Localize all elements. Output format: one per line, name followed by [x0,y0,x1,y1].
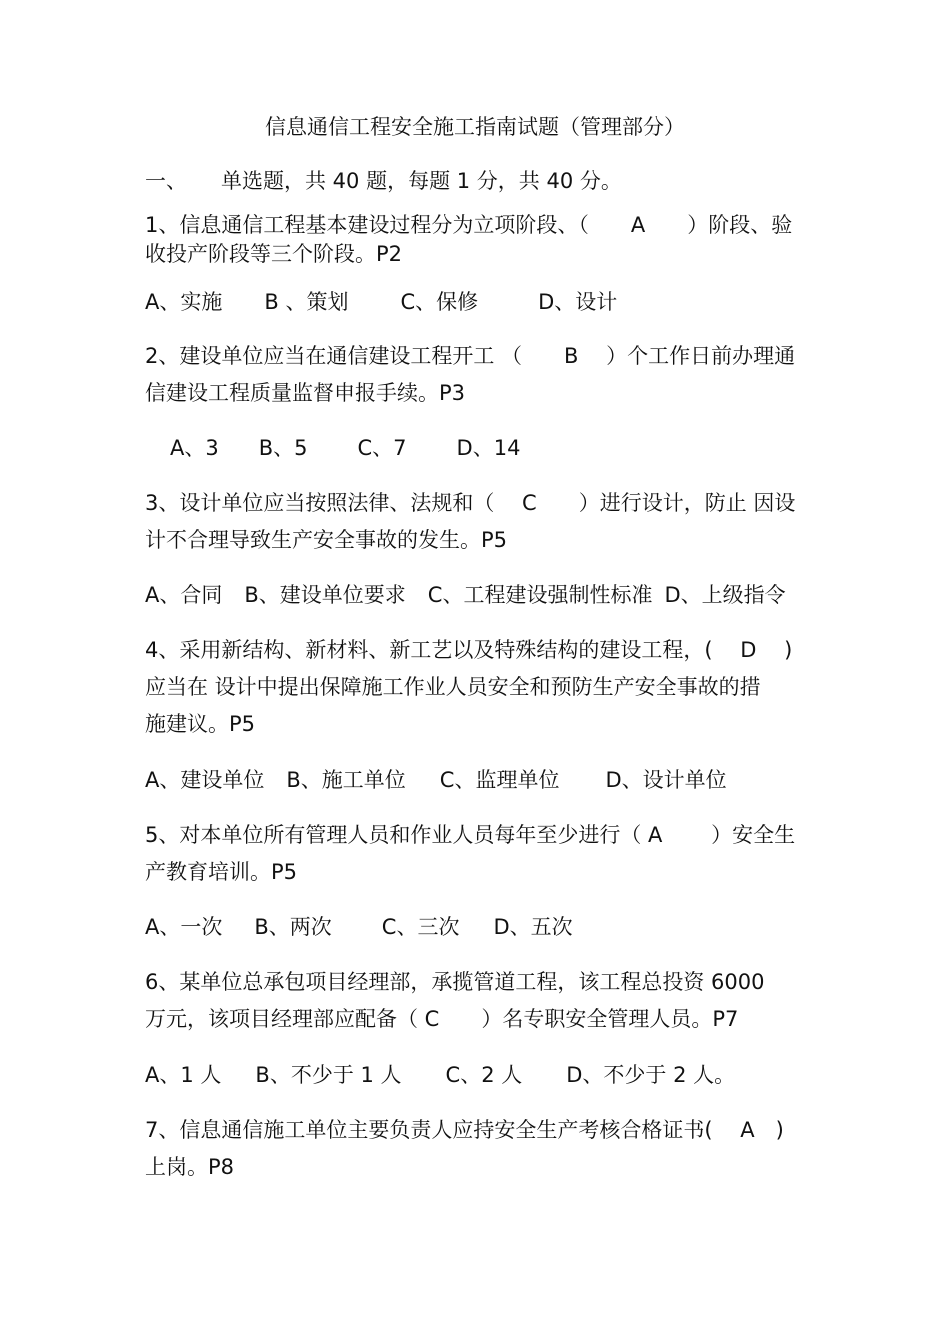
option-c: C、三次 [381,915,460,939]
answer-options [145,1060,735,1090]
answer-options [145,765,727,795]
question-text-line: 3、设计单位应当按照法律、法规和（ C ）进行设计，防止 因设 [145,491,796,515]
option-b: B、两次 [254,915,332,939]
option-c: C、监理单位 [439,768,560,792]
option-c: C、工程建设强制性标准 [427,583,653,607]
answer-options [145,287,617,317]
question-text-line: 上岗。P8 [145,1155,235,1179]
question-text-line: 7、信息通信施工单位主要负责人应持安全生产考核合格证书( A ) [145,1118,784,1142]
option-d: D、五次 [493,915,573,939]
question-text-line: 2、建设单位应当在通信建设工程开工 （ B ）个工作日前办理通 [145,344,796,368]
document-title: 信息通信工程安全施工指南试题（管理部分） [265,115,685,139]
option-b: B、建设单位要求 [244,583,406,607]
option-c: C、7 [357,436,407,460]
option-d: D、不少于 2 人。 [566,1063,736,1087]
answer-options [170,433,520,463]
option-b: B、施工单位 [286,768,406,792]
section-text: 单选题，共 40 题，每题 1 分，共 40 分。 [221,169,622,193]
option-a: A、1 人 [145,1063,222,1087]
option-a: A、实施 [145,290,223,314]
option-a: A、合同 [145,583,223,607]
option-c: C、保修 [400,290,479,314]
question-text-line: 6、某单位总承包项目经理部，承揽管道工程，该工程总投资 6000 [145,970,765,994]
option-d: D、14 [456,436,521,460]
section-heading [145,166,622,196]
question-text-line: 万元，该项目经理部应配备（ C ）名专职安全管理人员。P7 [145,1007,739,1031]
answer-options [145,912,573,942]
option-a: A、3 [170,436,219,460]
question-text-line: 5、对本单位所有管理人员和作业人员每年至少进行（ A ）安全生 [145,823,796,847]
section-number: 一、 [145,169,187,193]
option-b: B、5 [258,436,308,460]
question-text-line: 1、信息通信工程基本建设过程分为立项阶段、（ A ）阶段、验 [145,213,793,237]
question-text-line: 产教育培训。P5 [145,860,298,884]
option-d: D、上级指令 [664,583,786,607]
option-b: B 、策划 [264,290,349,314]
question-text-line: 应当在 设计中提出保障施工作业人员安全和预防生产安全事故的措 [145,675,761,699]
option-c: C、2 人 [445,1063,523,1087]
question-text-line: 收投产阶段等三个阶段。P2 [145,242,403,266]
option-d: D、设计单位 [605,768,727,792]
question-text-line: 计不合理导致生产安全事故的发生。P5 [145,528,508,552]
option-a: A、一次 [145,915,223,939]
answer-options [145,580,786,610]
question-text-line: 信建设工程质量监督申报手续。P3 [145,381,466,405]
option-d: D、设计 [538,290,618,314]
option-a: A、建设单位 [145,768,265,792]
option-b: B、不少于 1 人 [255,1063,402,1087]
question-text-line: 4、采用新结构、新材料、新工艺以及特殊结构的建设工程，( D ) [145,638,793,662]
question-text-line: 施建议。P5 [145,712,256,736]
